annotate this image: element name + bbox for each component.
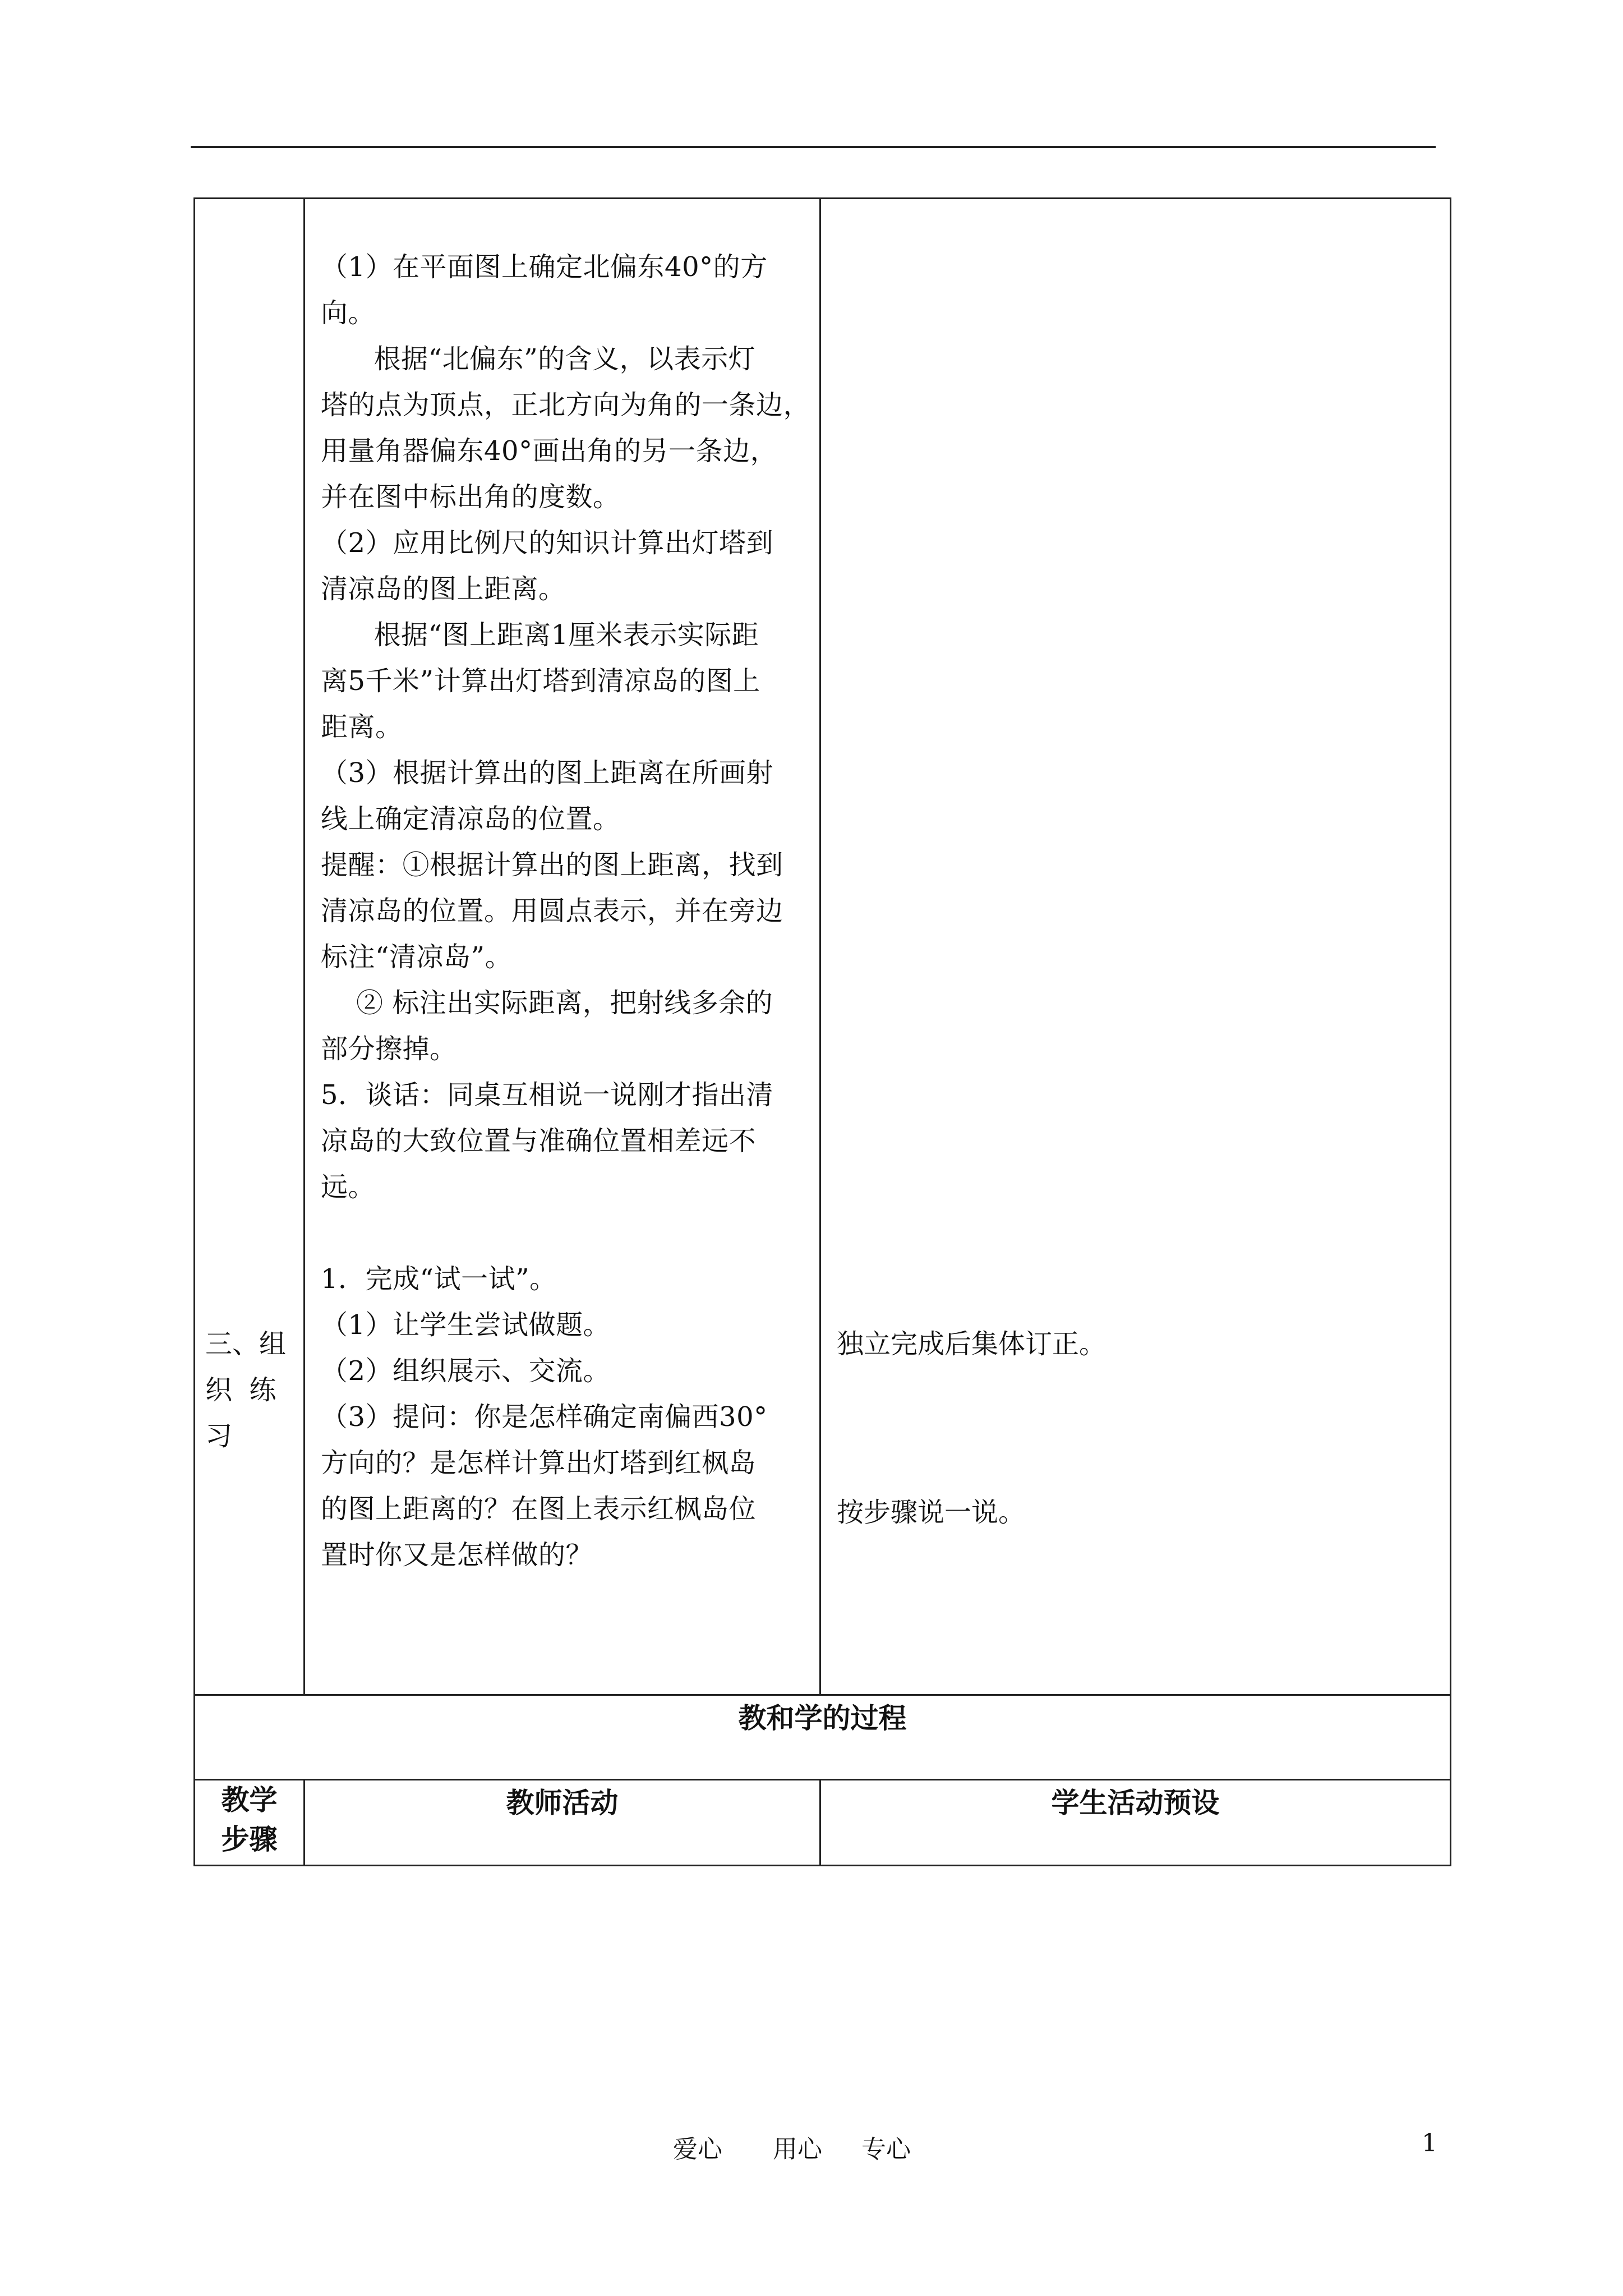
teacher-text-line: 根据“图上距离1厘米表示实际距 bbox=[321, 619, 759, 651]
teacher-text-line: 清凉岛的位置。用圆点表示，并在旁边 bbox=[321, 895, 783, 927]
teacher-text-line: 5．谈话：同桌互相说一说刚才指出清 bbox=[321, 1079, 774, 1111]
footer-motto bbox=[673, 2129, 911, 2165]
teacher-text-line: （2）组织展示、交流。 bbox=[321, 1355, 611, 1387]
step-label-line: 三、组 bbox=[205, 1328, 287, 1360]
step-label bbox=[205, 1321, 298, 1459]
teacher-text-line: 距离。 bbox=[321, 711, 403, 743]
step-label-line: 习 bbox=[205, 1420, 233, 1452]
teacher-text-line: 并在图中标出角的度数。 bbox=[321, 481, 620, 513]
teacher-text-line: 向。 bbox=[321, 297, 376, 329]
teacher-text-line: 塔的点为顶点，正北方向为角的一条边， bbox=[321, 389, 811, 421]
process-title-row bbox=[195, 1695, 1451, 1780]
column-header-row bbox=[195, 1780, 1451, 1866]
teacher-text-line: （1）让学生尝试做题。 bbox=[321, 1309, 611, 1341]
teacher-text-line: ② 标注出实际距离，把射线多余的 bbox=[321, 987, 773, 1019]
practice-row bbox=[195, 199, 1451, 1695]
teacher-text-line: 清凉岛的图上距离。 bbox=[321, 573, 566, 605]
teacher-activity-text bbox=[321, 244, 811, 1578]
teacher-text-line: 用量角器偏东40°画出角的另一条边， bbox=[321, 435, 778, 467]
footer-item: 专心 bbox=[861, 2135, 911, 2164]
teacher-text-line: 方向的？是怎样计算出灯塔到红枫岛 bbox=[321, 1447, 757, 1479]
teacher-text-line: 凉岛的大致位置与准确位置相差远不 bbox=[321, 1125, 757, 1157]
header-step bbox=[195, 1780, 305, 1866]
teacher-text-line: 线上确定清凉岛的位置。 bbox=[321, 803, 620, 835]
header-step-line: 教学 bbox=[221, 1783, 278, 1816]
teacher-activity-cell bbox=[305, 199, 820, 1695]
teacher-text-line: （3）提问：你是怎样确定南偏西30° bbox=[321, 1401, 768, 1433]
footer-item: 爱心 bbox=[673, 2135, 722, 2164]
student-activity-cell bbox=[820, 199, 1451, 1695]
process-title: 教和学的过程 bbox=[195, 1695, 1451, 1780]
student-note: 独立完成后集体订正。 bbox=[837, 1328, 1106, 1360]
page-number: 1 bbox=[1422, 2129, 1437, 2157]
header-teacher-activity: 教师活动 bbox=[305, 1780, 820, 1866]
teacher-text-line: （1）在平面图上确定北偏东40°的方 bbox=[321, 251, 768, 283]
teacher-text-line: 根据“北偏东”的含义，以表示灯 bbox=[321, 343, 756, 375]
teacher-text-line: 的图上距离的？在图上表示红枫岛位 bbox=[321, 1493, 757, 1525]
header-step-line: 步骤 bbox=[221, 1823, 278, 1856]
teacher-text-line: 1．完成“试一试”。 bbox=[321, 1263, 557, 1295]
step-label-line: 织 练 bbox=[205, 1374, 276, 1406]
teacher-text-line: 置时你又是怎样做的？ bbox=[321, 1539, 593, 1571]
teacher-text-line: （3）根据计算出的图上距离在所画射 bbox=[321, 757, 774, 789]
teacher-text-line: （2）应用比例尺的知识计算出灯塔到 bbox=[321, 527, 774, 559]
teacher-text-line: 部分擦掉。 bbox=[321, 1033, 457, 1065]
lesson-plan-table bbox=[193, 197, 1451, 1866]
header-student-activity: 学生活动预设 bbox=[820, 1780, 1451, 1866]
student-note: 按步骤说一说。 bbox=[837, 1497, 1026, 1528]
teacher-text-line bbox=[321, 1210, 806, 1256]
teacher-text-line: 离5千米”计算出灯塔到清凉岛的图上 bbox=[321, 665, 760, 697]
teacher-text-line: 标注“清凉岛”。 bbox=[321, 941, 513, 973]
step-cell bbox=[195, 199, 305, 1695]
footer-item: 用心 bbox=[773, 2135, 822, 2164]
header-rule bbox=[191, 146, 1436, 148]
teacher-text-line: 远。 bbox=[321, 1171, 376, 1203]
teacher-text-line: 提醒：①根据计算出的图上距离，找到 bbox=[321, 849, 783, 881]
